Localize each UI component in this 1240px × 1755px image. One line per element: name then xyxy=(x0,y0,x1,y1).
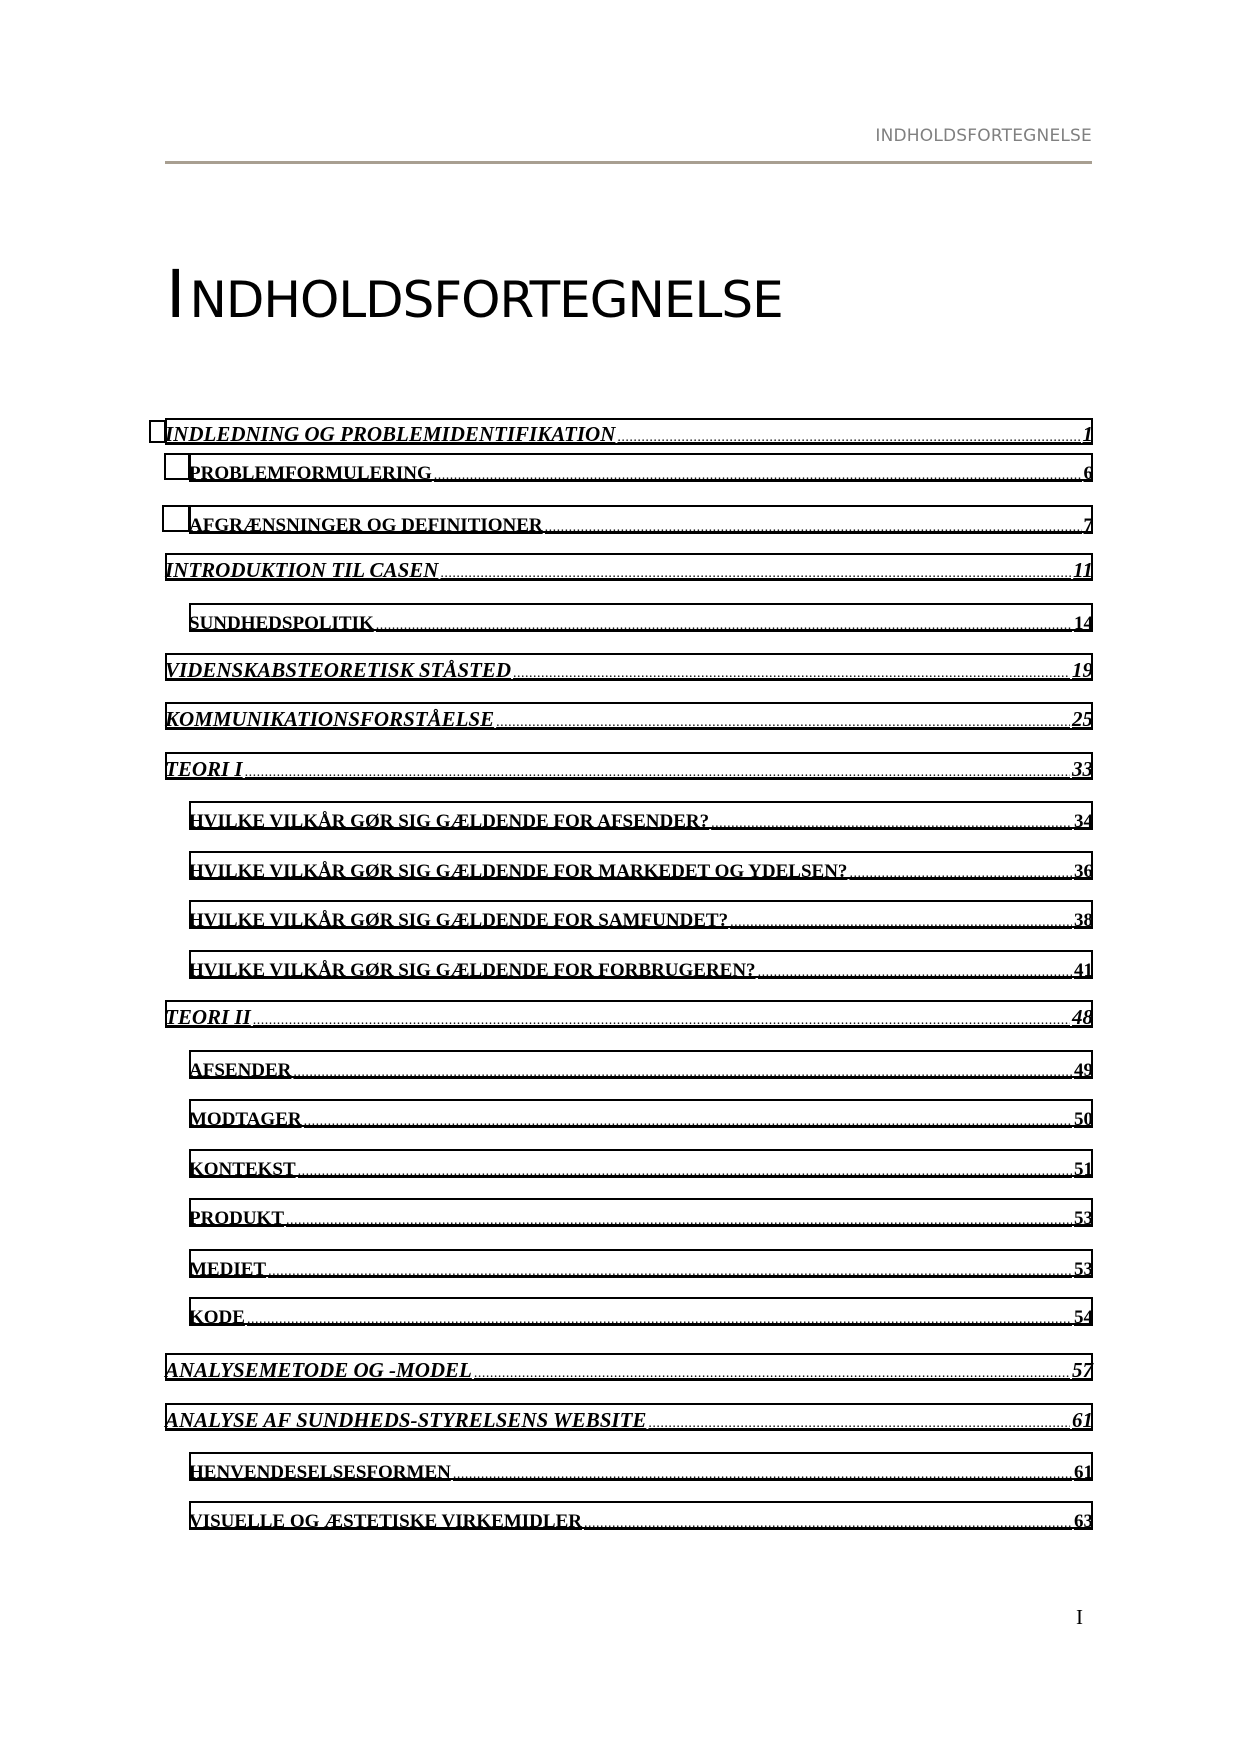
dot-leader xyxy=(286,1213,1072,1229)
toc-entry-title: SUNDHEDSPOLITIK xyxy=(189,613,374,634)
toc-entry-title: HVILKE VILKÅR GØR SIG GÆLDENDE FOR SAMFUNDET? xyxy=(189,910,729,931)
toc-entry-page: 1 xyxy=(1082,422,1093,446)
toc-entry-vilkaar-markedet[interactable] xyxy=(189,851,1093,882)
toc-entry-introduktion[interactable] xyxy=(165,553,1093,581)
toc-entry-title: HENVENDESELSESFORMEN xyxy=(189,1462,451,1483)
toc-entry-title: VISUELLE OG ÆSTETISKE VIRKEMIDLER xyxy=(189,1511,582,1532)
toc-entry-title: MODTAGER xyxy=(189,1109,302,1130)
toc-entry-page: 6 xyxy=(1083,463,1093,484)
dot-leader xyxy=(245,765,1070,781)
toc-entry-henvendelsesformen[interactable] xyxy=(189,1452,1093,1483)
toc-entry-title: ANALYSE AF SUNDHEDS-STYRELSENS WEBSITE xyxy=(165,1408,647,1432)
toc-entry-vilkaar-forbrugeren[interactable] xyxy=(189,950,1093,981)
toc-entry-page: 25 xyxy=(1072,707,1093,731)
toc-entry-videnskabsteoretisk[interactable] xyxy=(165,653,1093,681)
toc-entry-visuelle-virkemidler[interactable] xyxy=(189,1501,1093,1532)
page-title-initial: I xyxy=(166,256,190,333)
dot-leader xyxy=(474,1366,1070,1382)
dot-leader xyxy=(711,816,1072,832)
dot-leader xyxy=(617,430,1080,446)
toc-entry-page: 38 xyxy=(1074,910,1093,931)
toc-entry-afgraensninger[interactable] xyxy=(189,505,1093,536)
toc-entry-page: 33 xyxy=(1072,757,1093,781)
toc-entry-teori-1[interactable] xyxy=(165,752,1093,780)
toc-entry-teori-2[interactable] xyxy=(165,1000,1093,1028)
toc-entry-afsender[interactable] xyxy=(189,1050,1093,1081)
dot-leader xyxy=(304,1114,1072,1130)
dot-leader xyxy=(545,520,1082,536)
toc-entry-page: 54 xyxy=(1074,1307,1093,1328)
toc-entry-title: INDLEDNING OG PROBLEMIDENTIFIKATION xyxy=(165,422,616,446)
dot-leader xyxy=(268,1264,1072,1280)
toc-entry-kontekst[interactable] xyxy=(189,1149,1093,1180)
toc-entry-page: 57 xyxy=(1072,1358,1093,1382)
dot-leader xyxy=(434,468,1082,484)
toc-entry-title: INTRODUKTION TIL CASEN xyxy=(165,558,439,582)
dot-leader xyxy=(453,1467,1072,1483)
dot-leader xyxy=(440,566,1071,582)
toc-entry-analysemetode[interactable] xyxy=(165,1353,1093,1381)
toc-entry-page: 34 xyxy=(1074,811,1093,832)
toc-entry-title: AFGRÆNSNINGER OG DEFINITIONER xyxy=(189,515,543,536)
toc-entry-page: 53 xyxy=(1074,1259,1093,1280)
page-number: I xyxy=(1076,1605,1083,1629)
toc-entry-page: 7 xyxy=(1083,515,1093,536)
toc-entry-page: 19 xyxy=(1072,658,1093,682)
toc-entry-title: KODE xyxy=(189,1307,245,1328)
toc-entry-title: PRODUKT xyxy=(189,1208,284,1229)
toc-entry-page: 61 xyxy=(1074,1462,1093,1483)
toc-entry-vilkaar-samfundet[interactable] xyxy=(189,900,1093,931)
toc-entry-indledning[interactable] xyxy=(165,418,1093,445)
toc-entry-title: PROBLEMFORMULERING xyxy=(189,463,432,484)
toc-entry-title: KONTEKST xyxy=(189,1159,296,1180)
dot-leader xyxy=(298,1164,1072,1180)
toc-entry-page: 41 xyxy=(1074,960,1093,981)
toc-entry-title: VIDENSKABSTEORETISK STÅSTED xyxy=(165,658,512,682)
toc-entry-title: KOMMUNIKATIONSFORSTÅELSE xyxy=(165,707,495,731)
dot-leader xyxy=(376,618,1072,634)
toc-entry-page: 51 xyxy=(1074,1159,1093,1180)
dot-leader xyxy=(513,666,1070,682)
toc-entry-page: 50 xyxy=(1074,1109,1093,1130)
link-marker-box xyxy=(164,453,190,480)
dot-leader xyxy=(247,1312,1072,1328)
dot-leader xyxy=(253,1013,1070,1029)
page-title-rest: NDHOLDSFORTEGNELSE xyxy=(189,271,783,329)
toc-entry-page: 36 xyxy=(1074,861,1093,882)
link-marker-box xyxy=(149,420,166,443)
toc-entry-vilkaar-afsender[interactable] xyxy=(189,801,1093,832)
toc-entry-title: ANALYSEMETODE OG -MODEL xyxy=(165,1358,472,1382)
toc-entry-page: 49 xyxy=(1074,1060,1093,1081)
toc-entry-title: HVILKE VILKÅR GØR SIG GÆLDENDE FOR MARKEDET OG YDELSEN? xyxy=(189,861,848,882)
toc-entry-page: 63 xyxy=(1074,1511,1093,1532)
toc-entry-mediet[interactable] xyxy=(189,1249,1093,1280)
dot-leader xyxy=(849,866,1072,882)
toc-entry-page: 53 xyxy=(1074,1208,1093,1229)
dot-leader xyxy=(730,915,1072,931)
toc-entry-modtager[interactable] xyxy=(189,1099,1093,1130)
toc-entry-title: MEDIET xyxy=(189,1259,267,1280)
toc-entry-kommunikationsforstaaelse[interactable] xyxy=(165,702,1093,730)
toc-entry-title: HVILKE VILKÅR GØR SIG GÆLDENDE FOR AFSENDER? xyxy=(189,811,710,832)
toc-entry-title: AFSENDER xyxy=(189,1060,292,1081)
toc-entry-title: TEORI I xyxy=(165,757,243,781)
toc-entry-page: 14 xyxy=(1074,613,1093,634)
toc-entry-problemformulering[interactable] xyxy=(189,453,1093,484)
toc-entry-sundhedspolitik[interactable] xyxy=(189,603,1093,634)
toc-entry-page: 61 xyxy=(1072,1408,1093,1432)
toc-entry-produkt[interactable] xyxy=(189,1198,1093,1229)
toc-entry-page: 48 xyxy=(1072,1005,1093,1029)
toc-entry-title: TEORI II xyxy=(165,1005,251,1029)
dot-leader xyxy=(496,715,1070,731)
dot-leader xyxy=(584,1516,1072,1532)
toc-entry-title: HVILKE VILKÅR GØR SIG GÆLDENDE FOR FORBRUGEREN? xyxy=(189,960,756,981)
toc-entry-kode[interactable] xyxy=(189,1297,1093,1328)
dot-leader xyxy=(648,1416,1070,1432)
toc-entry-analyse-website[interactable] xyxy=(165,1403,1093,1431)
dot-leader xyxy=(293,1065,1072,1081)
link-marker-box xyxy=(162,505,190,532)
running-header: INDHOLDSFORTEGNELSE xyxy=(875,126,1092,146)
toc-entry-page: 11 xyxy=(1073,558,1093,582)
dot-leader xyxy=(758,965,1072,981)
